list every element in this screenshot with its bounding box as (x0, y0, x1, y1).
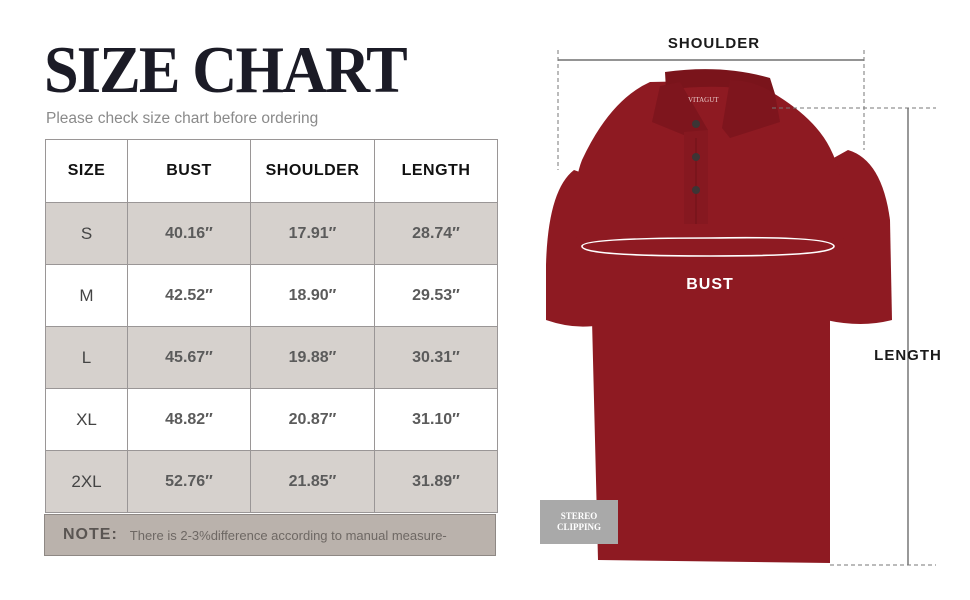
size-cell: L (46, 327, 128, 389)
watermark-line2: CLIPPING (556, 522, 601, 532)
shoulder-cell: 17.91″ (251, 203, 375, 265)
header-size: SIZE (46, 140, 128, 203)
button-icon (692, 153, 700, 161)
size-table (45, 139, 498, 513)
length-cell: 30.31″ (375, 327, 498, 389)
watermark-stamp (540, 500, 618, 544)
brand-label: VITAGUT (688, 96, 719, 104)
table-row (46, 451, 498, 513)
note-label: NOTE: (63, 526, 118, 543)
length-cell: 31.89″ (375, 451, 498, 513)
header-shoulder: SHOULDER (251, 140, 375, 203)
shoulder-cell: 19.88″ (251, 327, 375, 389)
shoulder-cell: 18.90″ (251, 265, 375, 327)
table-row (46, 203, 498, 265)
bust-label: BUST (686, 276, 734, 293)
watermark-line1: STEREO (560, 511, 598, 521)
bust-cell: 45.67″ (128, 327, 251, 389)
shoulder-cell: 20.87″ (251, 389, 375, 451)
bust-cell: 48.82″ (128, 389, 251, 451)
bust-cell: 40.16″ (128, 203, 251, 265)
polo-shirt-illustration (546, 69, 892, 563)
note-bar (44, 514, 496, 556)
table-row (46, 389, 498, 451)
page-subtitle: Please check size chart before ordering (46, 110, 319, 127)
table-header-row (46, 140, 498, 203)
shoulder-label: SHOULDER (667, 35, 761, 52)
length-cell: 31.10″ (375, 389, 498, 451)
shirt-body (575, 80, 844, 563)
button-icon (692, 120, 700, 128)
length-cell: 28.74″ (375, 203, 498, 265)
bust-cell: 42.52″ (128, 265, 251, 327)
button-icon (692, 186, 700, 194)
size-cell: M (46, 265, 128, 327)
shoulder-cell: 21.85″ (251, 451, 375, 513)
bust-cell: 52.76″ (128, 451, 251, 513)
length-cell: 29.53″ (375, 265, 498, 327)
size-cell: XL (46, 389, 128, 451)
table-row (46, 265, 498, 327)
table-row (46, 327, 498, 389)
header-bust: BUST (128, 140, 251, 203)
note-text: There is 2-3%difference according to manual measure- (129, 527, 447, 543)
polo-shirt-diagram (530, 20, 960, 580)
size-cell: S (46, 203, 128, 265)
page-title: SIZE CHART (44, 33, 406, 107)
length-label: LENGTH (874, 347, 942, 364)
header-length: LENGTH (375, 140, 498, 203)
size-cell: 2XL (46, 451, 128, 513)
